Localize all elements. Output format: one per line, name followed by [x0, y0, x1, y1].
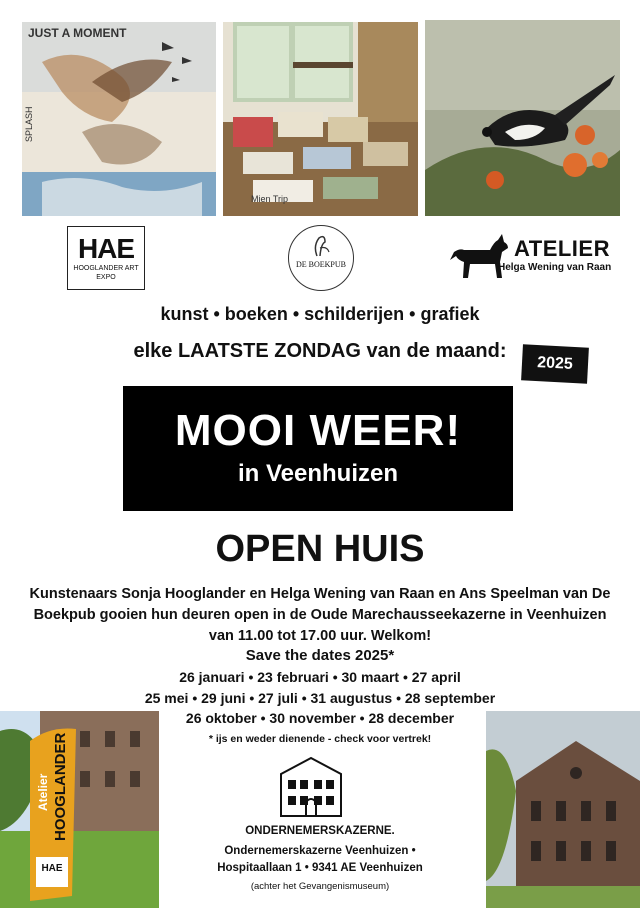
hooglander-art-expo-logo	[67, 226, 145, 290]
hae-logo-mark: HAE	[77, 233, 135, 264]
dates-note: * ijs en weder dienende - check voor vertrek!	[208, 732, 432, 745]
painting-photo-magpie	[425, 20, 620, 216]
building-photo-right	[486, 711, 640, 908]
artwork-text-just: JUST A MOMENT	[28, 26, 127, 40]
book-label: Mien Trip	[251, 194, 289, 204]
boekpub-emblem-icon	[311, 234, 331, 258]
flag-hooglander-text: HOOGLANDER	[52, 732, 69, 841]
dates-line: 25 mei • 29 juni • 27 juli • 31 augustus • 28 september	[144, 689, 496, 706]
building-photo-with-flag	[0, 711, 159, 908]
main-banner	[123, 386, 513, 511]
atelier-logo-subtitle: Helga Wening van Raan	[498, 262, 612, 273]
flag-atelier-text: Atelier	[36, 773, 50, 811]
venue-address-line: Hospitaallaan 1 • 9341 AE Veenhuizen	[217, 862, 423, 874]
intro-text: Kunstenaars Sonja Hooglander en Helga Wening van Raan en Ans Speelman van De Boekpub gooien hun deuren open in de Oude Marechausseekazerne in Veenhuizen van 11.00 tot 17.00 uur. Welkom!	[29, 586, 611, 644]
flag-logo-text: HAE	[41, 863, 63, 874]
bookshop-photo	[223, 22, 418, 216]
tagline: kunst • boeken • schilderijen • grafiek	[160, 304, 480, 324]
dates-title: Save the dates 2025*	[245, 647, 395, 664]
artwork-photo-birds	[22, 22, 216, 216]
dates-section	[140, 645, 500, 747]
event-frequency: elke LAATSTE ZONDAG van de maand:	[133, 340, 507, 362]
dates-line: 26 oktober • 30 november • 28 december	[185, 710, 455, 726]
banner-subtitle: in Veenhuizen	[237, 460, 399, 487]
venue-logo-label: ONDERNEMERSKAZERNE.	[245, 825, 395, 837]
hae-logo-subtitle: HOOGLANDER ART EXPO	[73, 265, 139, 281]
venue-address	[200, 843, 440, 877]
building-icon	[277, 754, 345, 820]
atelier-logo-title: ATELIER	[514, 236, 610, 261]
year-badge: 2025	[521, 344, 589, 383]
banner-title: MOOI WEER!	[174, 406, 462, 455]
venue-address-line: Ondernemerskazerne Veenhuizen •	[224, 845, 416, 857]
artwork-text-splash: SPLASH	[24, 106, 34, 142]
dates-line: 26 januari • 23 februari • 30 maart • 27 april	[179, 669, 461, 685]
atelier-logo	[450, 232, 610, 280]
venue-note: (achter het Gevangenismuseum)	[250, 881, 390, 892]
open-huis-heading: OPEN HUIS	[215, 528, 425, 570]
boekpub-logo-text: DE BOEKPUB	[295, 260, 346, 269]
boekpub-logo	[288, 225, 354, 291]
